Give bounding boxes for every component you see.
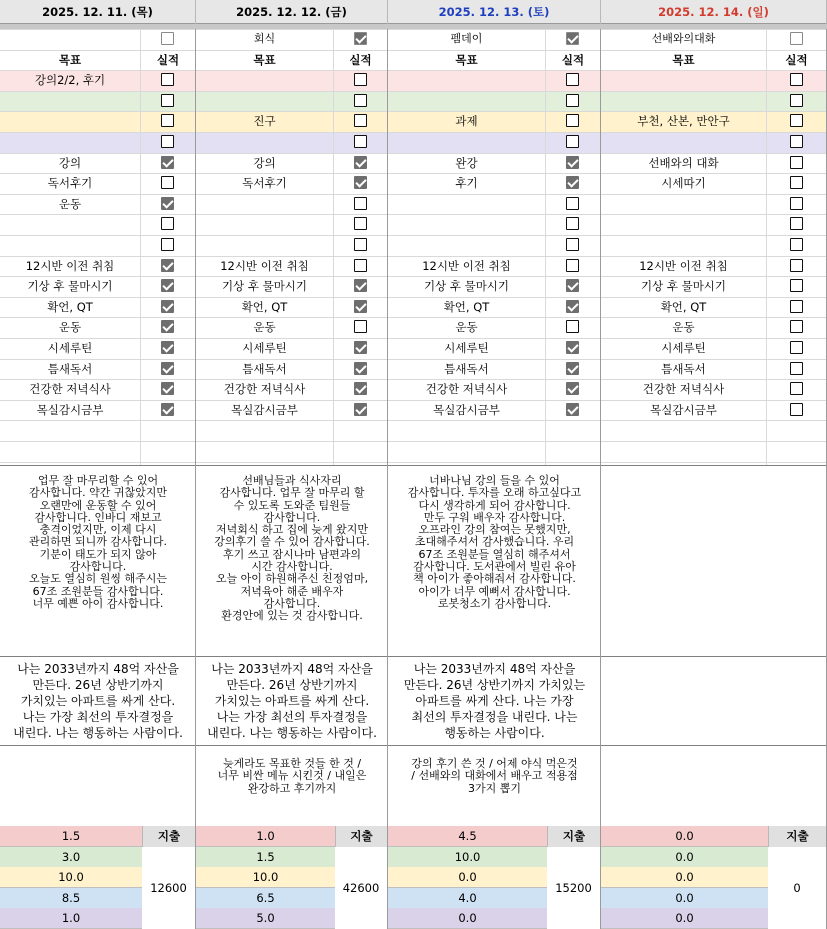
score-cell: 10.0	[196, 867, 335, 888]
score-cell: 0.0	[388, 867, 547, 888]
goal-cell[interactable]	[388, 132, 545, 152]
goal-cell[interactable]: 12시반 이전 취침	[639, 259, 728, 273]
score-cell: 0.0	[601, 888, 768, 909]
done-checkbox[interactable]	[566, 114, 579, 127]
column-divider	[333, 29, 334, 465]
grid-row-line	[0, 441, 827, 442]
goal-cell[interactable]: 완강	[455, 156, 478, 170]
date-header-row	[0, 0, 827, 24]
goal-cell[interactable]: 과제	[455, 114, 478, 128]
reflection-note: 강의 후기 쓴 것 / 어제 야식 먹은것 / 선배와의 대화에서 배우고 적용점 3가지 뽑기	[411, 757, 578, 795]
score-cell: 5.0	[196, 908, 335, 929]
goal-cell[interactable]: 12시반 이전 취침	[422, 259, 511, 273]
goal-cell[interactable]	[0, 214, 140, 234]
done-checkbox[interactable]	[354, 135, 367, 148]
goal-cell[interactable]: 목실감시금부	[650, 403, 717, 417]
done-checkbox[interactable]	[354, 176, 367, 189]
spend-label: 지출	[142, 826, 195, 847]
goal-column-header: 목표	[253, 53, 276, 67]
spend-label: 지출	[335, 826, 387, 847]
goal-cell[interactable]: 목실감시금부	[433, 403, 500, 417]
goal-column-header: 목표	[58, 53, 82, 67]
done-checkbox[interactable]	[566, 300, 579, 313]
goal-cell[interactable]	[196, 214, 333, 234]
done-column-header: 실적	[349, 53, 372, 67]
event-label	[0, 29, 140, 49]
done-checkbox[interactable]	[790, 403, 803, 416]
spend-label: 지출	[768, 826, 826, 847]
done-checkbox[interactable]	[354, 238, 367, 251]
done-checkbox[interactable]	[354, 217, 367, 230]
date-header-4: 2025. 12. 14. (일)	[601, 0, 827, 24]
reflection-note: 늦게라도 목표한 것들 한 것 / 너무 비싼 메뉴 시킨것 / 내일은 완강하고 후기까지	[217, 757, 367, 795]
done-checkbox[interactable]	[790, 135, 803, 148]
goal-cell[interactable]: 기상 후 물마시기	[27, 279, 113, 293]
event-checkbox[interactable]	[566, 32, 579, 45]
goal-cell[interactable]: 틈새독서	[661, 362, 706, 376]
done-checkbox[interactable]	[161, 114, 174, 127]
done-checkbox[interactable]	[354, 403, 367, 416]
score-cell: 10.0	[0, 867, 142, 888]
goal-cell[interactable]: 시세따기	[661, 176, 706, 190]
goal-cell[interactable]: 확언, QT	[47, 300, 93, 314]
done-column-header: 실적	[156, 53, 180, 67]
done-checkbox[interactable]	[354, 156, 367, 169]
score-cell: 3.0	[0, 847, 142, 868]
goal-cell[interactable]	[388, 214, 545, 234]
goal-cell[interactable]: 기상 후 물마시기	[221, 279, 308, 293]
goal-cell[interactable]: 후기	[455, 176, 478, 190]
planner-grid	[0, 29, 827, 929]
goal-cell[interactable]: 목실감시금부	[231, 403, 298, 417]
goal-cell[interactable]: 기상 후 물마시기	[423, 279, 510, 293]
score-cell: 0.0	[601, 847, 768, 868]
gratitude-note: 선배님들과 식사자리 감사합니다. 업무 잘 마무리 할 수 있도록 도와준 팀원들 감사합니다. 저녁회식 하고 집에 늦게 왔지만 강의후기 쓸 수 있어 감사합니다. 후기 쓰고 잠시나마 남편과의 시간 감사합니다. 오늘 아이 하원해주신 친정엄마, 저녁육아 해준 배우자 감사합니다. 환경안에 있는 것 감사합니다.	[214, 474, 370, 623]
done-checkbox[interactable]	[161, 238, 174, 251]
goal-cell[interactable]: 건강한 저녁식사	[425, 382, 508, 396]
done-checkbox[interactable]	[161, 403, 174, 416]
done-checkbox[interactable]	[790, 382, 803, 395]
done-checkbox[interactable]	[566, 320, 579, 333]
goal-cell[interactable]: 강의2/2, 후기	[34, 73, 106, 87]
score-cell: 0.0	[388, 908, 547, 929]
goal-cell[interactable]: 건강한 저녁식사	[29, 382, 111, 396]
done-checkbox[interactable]	[354, 341, 367, 354]
score-cell: 8.5	[0, 888, 142, 909]
done-checkbox[interactable]	[566, 341, 579, 354]
goal-cell[interactable]	[0, 235, 140, 255]
done-checkbox[interactable]	[354, 259, 367, 272]
done-checkbox[interactable]	[566, 135, 579, 148]
goal-cell[interactable]: 시세루틴	[661, 341, 706, 355]
goal-cell[interactable]	[196, 132, 333, 152]
goal-cell[interactable]	[388, 91, 545, 111]
spend-value: 0	[793, 881, 801, 895]
goal-cell[interactable]: 기상 후 물마시기	[640, 279, 727, 293]
score-cell: 4.5	[388, 826, 547, 847]
done-checkbox[interactable]	[790, 176, 803, 189]
goal-cell[interactable]	[0, 111, 140, 131]
score-cell: 1.5	[0, 826, 142, 847]
goal-cell[interactable]: 12시반 이전 취침	[220, 259, 309, 273]
goal-cell[interactable]: 틈새독서	[47, 362, 93, 376]
done-checkbox[interactable]	[354, 320, 367, 333]
done-checkbox[interactable]	[566, 176, 579, 189]
event-label: 선배와의대화	[651, 32, 716, 45]
goal-cell[interactable]: 운동	[58, 197, 82, 211]
grid-row-line	[0, 462, 827, 463]
done-checkbox[interactable]	[566, 217, 579, 230]
spend-value: 42600	[342, 881, 380, 895]
event-checkbox[interactable]	[354, 32, 367, 45]
done-checkbox[interactable]	[161, 135, 174, 148]
goal-cell[interactable]: 운동	[58, 320, 82, 334]
done-checkbox[interactable]	[566, 156, 579, 169]
done-checkbox[interactable]	[566, 73, 579, 86]
goal-cell[interactable]: 시세루틴	[47, 341, 93, 355]
goal-cell[interactable]: 건강한 저녁식사	[642, 382, 725, 396]
event-checkbox[interactable]	[790, 32, 803, 45]
spend-value: 12600	[150, 881, 187, 895]
goal-cell[interactable]: 강의	[253, 156, 276, 170]
goal-cell[interactable]: 선배와의 대화	[648, 156, 719, 170]
goal-cell[interactable]: 확언, QT	[443, 300, 490, 314]
goal-cell[interactable]: 운동	[253, 320, 276, 334]
done-checkbox[interactable]	[790, 341, 803, 354]
done-checkbox[interactable]	[161, 217, 174, 230]
goal-cell[interactable]	[601, 214, 766, 234]
done-checkbox[interactable]	[354, 362, 367, 375]
date-header-3: 2025. 12. 13. (토)	[388, 0, 601, 24]
goal-cell[interactable]: 진구	[253, 114, 276, 128]
column-divider	[766, 29, 767, 465]
done-checkbox[interactable]	[790, 156, 803, 169]
goal-cell[interactable]: 운동	[455, 320, 478, 334]
event-label: 펨데이	[450, 32, 483, 45]
goal-cell[interactable]	[196, 235, 333, 255]
goal-cell[interactable]: 틈새독서	[444, 362, 489, 376]
spend-value: 15200	[555, 881, 592, 895]
done-checkbox[interactable]	[354, 279, 367, 292]
done-checkbox[interactable]	[354, 300, 367, 313]
done-checkbox[interactable]	[790, 300, 803, 313]
goal-cell[interactable]: 건강한 저녁식사	[223, 382, 306, 396]
goal-column-header: 목표	[672, 53, 695, 67]
score-cell: 1.5	[196, 847, 335, 868]
section-line	[0, 656, 827, 657]
done-checkbox[interactable]	[161, 382, 174, 395]
done-checkbox[interactable]	[354, 94, 367, 107]
goal-cell[interactable]: 강의	[58, 156, 82, 170]
goal-cell[interactable]	[601, 132, 766, 152]
done-checkbox[interactable]	[161, 94, 174, 107]
goal-cell[interactable]: 12시반 이전 취침	[25, 259, 115, 273]
done-checkbox[interactable]	[566, 362, 579, 375]
affirmation-note: 나는 2033년까지 48억 자산을 만든다. 26년 상반기까지 가치있는 아파트를 싸게 산다. 나는 가장 최선의 투자결정을 내린다. 나는 행동하는 사람이다.	[403, 662, 586, 740]
goal-cell[interactable]: 독서후기	[242, 176, 287, 190]
goal-cell[interactable]: 부천, 산본, 만안구	[637, 114, 730, 128]
score-cell: 1.0	[196, 826, 335, 847]
score-cell: 0.0	[601, 826, 768, 847]
goal-cell[interactable]	[388, 70, 545, 90]
goal-cell[interactable]	[601, 91, 766, 111]
goal-cell[interactable]	[601, 70, 766, 90]
goal-cell[interactable]	[196, 91, 333, 111]
gratitude-note: 너바나님 강의 들을 수 있어 감사합니다. 투자를 오래 하고싶다고 다시 생각하게 되어 감사합니다. 만두 구워 배우자 감사합니다. 오프라인 강의 참여는 못했지만, 초대해주셔서 감사했습니다. 우리 67조 조원분들 열심히 해주셔서 감사합니다. 도서관에서 빌린 유아 책 아이가 좋아해줘서 감사합니다. 아이가 너무 예뻐서 감사합니다. 로봇청소기 감사합니다.	[407, 474, 582, 610]
goal-cell[interactable]	[601, 194, 766, 214]
section-line	[0, 465, 827, 466]
goal-column-header: 목표	[455, 53, 478, 67]
column-divider	[140, 29, 141, 465]
goal-cell[interactable]: 시세루틴	[242, 341, 287, 355]
score-cell: 0.0	[601, 867, 768, 888]
done-checkbox[interactable]	[566, 279, 579, 292]
goal-cell[interactable]: 운동	[672, 320, 695, 334]
done-checkbox[interactable]	[790, 73, 803, 86]
done-checkbox[interactable]	[566, 259, 579, 272]
score-cell: 10.0	[388, 847, 547, 868]
done-checkbox[interactable]	[790, 362, 803, 375]
goal-cell[interactable]	[196, 194, 333, 214]
done-checkbox[interactable]	[354, 114, 367, 127]
done-checkbox[interactable]	[566, 197, 579, 210]
score-cell: 0.0	[601, 908, 768, 929]
event-checkbox[interactable]	[161, 32, 174, 45]
done-checkbox[interactable]	[790, 197, 803, 210]
done-checkbox[interactable]	[790, 217, 803, 230]
done-checkbox[interactable]	[161, 362, 174, 375]
goal-cell[interactable]	[388, 235, 545, 255]
goal-cell[interactable]: 확언, QT	[660, 300, 707, 314]
done-checkbox[interactable]	[566, 238, 579, 251]
goal-cell[interactable]: 독서후기	[47, 176, 93, 190]
done-checkbox[interactable]	[161, 341, 174, 354]
done-checkbox[interactable]	[161, 197, 174, 210]
done-column-header: 실적	[561, 53, 585, 67]
goal-cell[interactable]: 틈새독서	[242, 362, 287, 376]
done-checkbox[interactable]	[566, 403, 579, 416]
goal-cell[interactable]	[0, 132, 140, 152]
grid-row-line	[0, 420, 827, 421]
done-checkbox[interactable]	[566, 382, 579, 395]
done-checkbox[interactable]	[161, 176, 174, 189]
done-checkbox[interactable]	[790, 94, 803, 107]
affirmation-note: 나는 2033년까지 48억 자산을 만든다. 26년 상반기까지 가치있는 아파트를 싸게 산다. 나는 가장 최선의 투자결정을 내린다. 나는 행동하는 사람이다.	[207, 662, 377, 740]
goal-cell[interactable]: 확언, QT	[241, 300, 288, 314]
goal-cell[interactable]	[0, 91, 140, 111]
done-checkbox[interactable]	[161, 156, 174, 169]
spend-label: 지출	[547, 826, 600, 847]
done-checkbox[interactable]	[790, 259, 803, 272]
done-column-header: 실적	[785, 53, 808, 67]
date-header-2: 2025. 12. 12. (금)	[196, 0, 388, 24]
done-checkbox[interactable]	[790, 238, 803, 251]
goal-cell[interactable]	[601, 235, 766, 255]
done-checkbox[interactable]	[790, 279, 803, 292]
done-checkbox[interactable]	[790, 114, 803, 127]
score-cell: 1.0	[0, 908, 142, 929]
event-label: 회식	[253, 32, 276, 45]
goal-cell[interactable]	[388, 194, 545, 214]
gratitude-note: 업무 잘 마무리할 수 있어 감사합니다. 약간 귀찮았지만 오랜만에 운동할 수 있어 감사합니다. 인바디 재보고 충격이었지만, 이제 다시 관리하면 되니까 감사합니다. 기분이 태도가 되지 않아 감사합니다. 오늘도 열심히 원씽 해주시는 67조 조원분들 감사합니다. 너무 예쁜 아이 감사합니다.	[28, 474, 167, 610]
done-checkbox[interactable]	[161, 259, 174, 272]
goal-cell[interactable]: 목실감시금부	[36, 403, 104, 417]
done-checkbox[interactable]	[161, 73, 174, 86]
done-checkbox[interactable]	[566, 94, 579, 107]
done-checkbox[interactable]	[354, 73, 367, 86]
score-cell: 4.0	[388, 888, 547, 909]
done-checkbox[interactable]	[790, 320, 803, 333]
score-cell: 6.5	[196, 888, 335, 909]
done-checkbox[interactable]	[354, 382, 367, 395]
column-divider	[545, 29, 546, 465]
done-checkbox[interactable]	[161, 300, 174, 313]
goal-cell[interactable]: 시세루틴	[444, 341, 489, 355]
affirmation-note: 나는 2033년까지 48억 자산을 만든다. 26년 상반기까지 가치있는 아파트를 싸게 산다. 나는 가장 최선의 투자결정을 내린다. 나는 행동하는 사람이다.	[13, 662, 183, 740]
section-line	[0, 745, 827, 746]
done-checkbox[interactable]	[354, 197, 367, 210]
date-header-1: 2025. 12. 11. (목)	[0, 0, 196, 24]
goal-cell[interactable]	[196, 70, 333, 90]
done-checkbox[interactable]	[161, 279, 174, 292]
done-checkbox[interactable]	[161, 320, 174, 333]
